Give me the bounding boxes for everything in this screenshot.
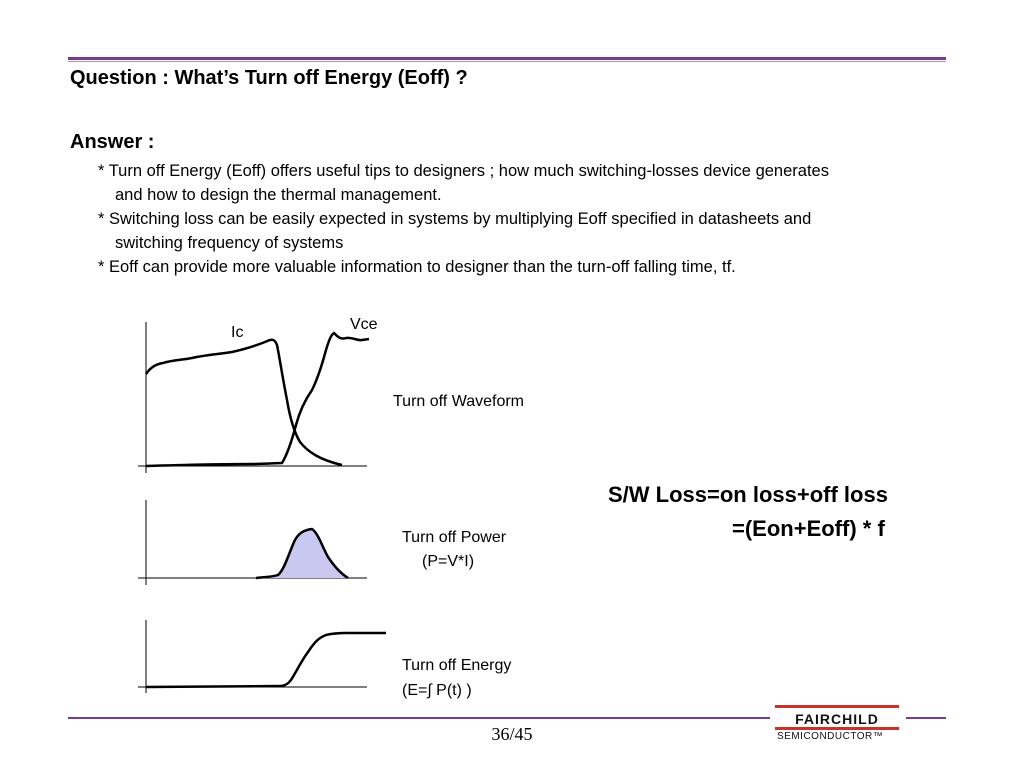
turn-off-energy-panel xyxy=(138,620,386,693)
waveform-caption: Turn off Waveform xyxy=(393,393,524,410)
bullet-switching-loss-cont: switching frequency of systems xyxy=(115,234,344,252)
bullet-eoff-info: * Eoff can provide more valuable information to designer than the turn-off falling time, tf. xyxy=(98,258,736,276)
logo-subtitle: SEMICONDUCTOR™ xyxy=(777,731,884,742)
bullet-eoff-tips: * Turn off Energy (Eoff) offers useful tips to designers ; how much switching-losses device generates xyxy=(98,162,829,180)
energy-caption: Turn off Energy xyxy=(402,657,512,674)
turn-off-power-panel xyxy=(138,500,367,585)
energy-curve xyxy=(146,633,386,687)
footer-rule-right xyxy=(906,717,946,719)
ic-curve xyxy=(146,340,342,465)
page-number: 36/45 xyxy=(491,724,533,744)
logo-bar-top xyxy=(775,705,899,708)
energy-formula: (E=∫ P(t) ) xyxy=(402,682,472,699)
loss-formula-line1: S/W Loss=on loss+off loss xyxy=(608,482,888,507)
logo-bar-bottom xyxy=(775,727,899,730)
power-area-fill xyxy=(256,529,348,578)
fairchild-logo xyxy=(775,705,903,745)
bullet-switching-loss: * Switching loss can be easily expected in systems by multiplying Eoff specified in datasheets and xyxy=(98,210,812,228)
vce-label: Vce xyxy=(350,316,378,333)
loss-formula-line2: =(Eon+Eoff) * f xyxy=(732,516,885,541)
ic-label: Ic xyxy=(231,324,244,341)
footer-rule-left xyxy=(68,717,770,719)
power-caption: Turn off Power xyxy=(402,529,507,546)
answer-heading: Answer : xyxy=(70,131,155,153)
power-formula: (P=V*I) xyxy=(422,553,475,570)
logo-name: FAIRCHILD xyxy=(795,711,879,727)
bullet-eoff-tips-cont: and how to design the thermal management. xyxy=(115,186,442,204)
question-heading: Question : What’s Turn off Energy (Eoff) ? xyxy=(70,67,468,89)
vce-curve xyxy=(146,333,369,466)
turn-off-waveform-panel xyxy=(138,322,369,473)
